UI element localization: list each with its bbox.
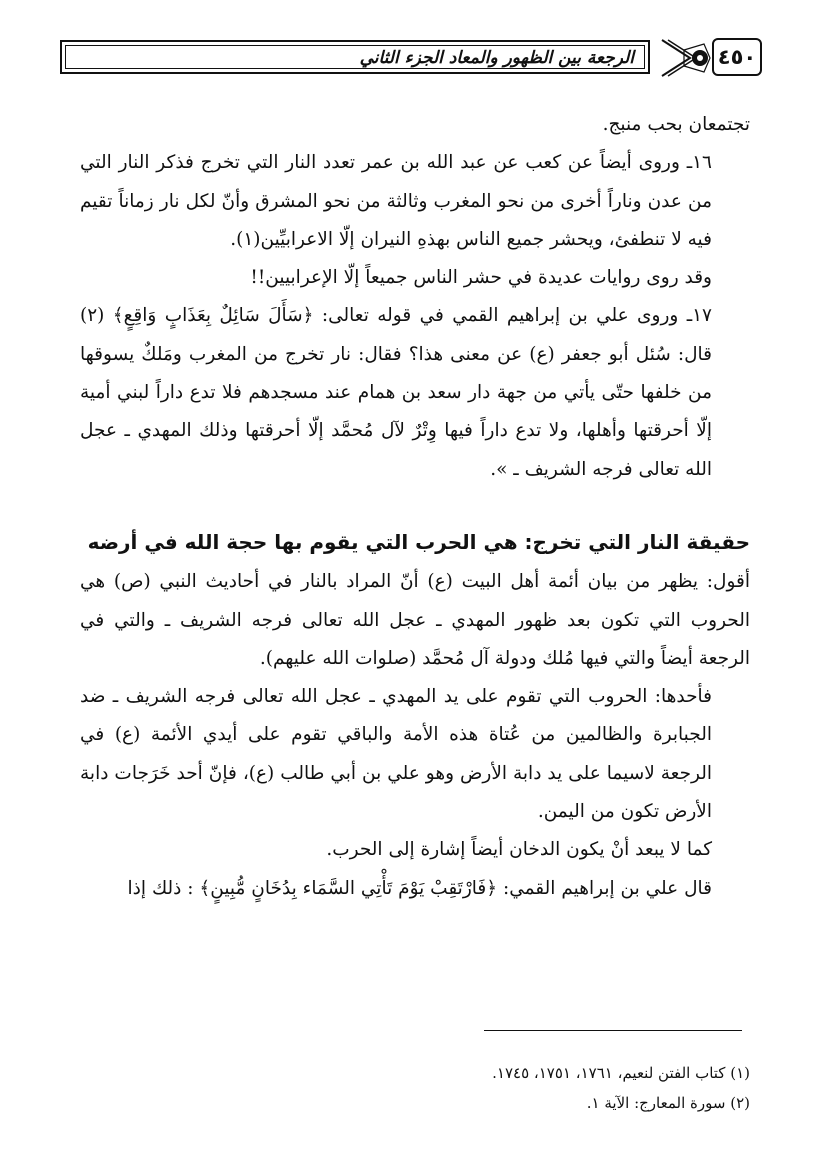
paragraph: ١٧ـ وروى علي بن إبراهيم القمي في قوله تعالى: ﴿سَأَلَ سَائِلٌ بِعَذَابٍ وَاقِعٍ﴾ (٢) قال: سُئل أبو جعفر (ع) عن معنى هذا؟ فقال: نار تخرج من المغرب ومَلكٌ يسوقها من خلفها حتّى يأتي من جهة دار سعد بن همام عند مسجدهم فلا تدع داراً لبني أمية إلّا أحرقتها وأهلها، ولا تدع داراً فيها وِتْرٌ لآل مُحمَّد إلّا أحرقتها وذلك المهدي ـ عجل الله تعالى فرجه الشريف ـ ». — [80, 305, 712, 480]
footnote: (٢) سورة المعارج: الآية ١. — [586, 1094, 750, 1112]
running-title: الرجعة بين الظهور والمعاد الجزء الثاني — [359, 48, 634, 68]
paragraph: أقول: يظهر من بيان أئمة أهل البيت (ع) أنّ المراد بالنار في أحاديث النبي (ص) هي الحروب التي تكون بعد ظهور المهدي ـ عجل الله تعالى فرجه الشريف ـ والتي في الرجعة أيضاً والتي فيها مُلك ودولة آل مُحمَّد (صلوات الله عليهم). — [80, 571, 750, 669]
paragraph: قال علي بن إبراهيم القمي: ﴿فَارْتَقِبْ يَوْمَ تَأْتِي السَّمَاء بِدُخَانٍ مُّبِينٍ﴾ : ذلك إذا — [127, 877, 712, 899]
footnote-divider — [484, 1030, 742, 1031]
body-text — [80, 106, 750, 908]
footnotes — [80, 1058, 750, 1118]
page-header — [60, 36, 760, 80]
paragraph: كما لا يبعد أنْ يكون الدخان أيضاً إشارة إلى الحرب. — [326, 839, 712, 861]
footnote: (١) كتاب الفتن لنعيم، ١٧٦١، ١٧٥١، ١٧٤٥. — [492, 1064, 750, 1082]
header-frame — [60, 40, 650, 74]
section-heading: حقيقة النار التي تخرج: هي الحرب التي يقوم بها حجة الله في أرضه — [87, 529, 750, 554]
paragraph: وقد روى روايات عديدة في حشر الناس جميعاً إلّا الإعرابيين!! — [250, 267, 712, 289]
paragraph: ١٦ـ وروى أيضاً عن كعب عن عبد الله بن عمر تعدد النار التي تخرج فذكر النار التي من عدن وناراً أخرى من نحو المغرب وثالثة من نحو المشرق وأنّ لكل نار زماناً تقيم فيه لا تنطفئ، ويحشر جميع الناس بهذهِ النيران إلّا الاعرابيِّين(١). — [80, 152, 712, 250]
page-number: ٤٥٠ — [712, 38, 762, 76]
ornament-icon — [660, 36, 714, 80]
paragraph: فأحدها: الحروب التي تقوم على يد المهدي ـ عجل الله تعالى فرجه الشريف ـ ضد الجبابرة والظالمين من عُتاة هذه الأمة والباقي تقوم على أيدي الأئمة (ع) في الرجعة لاسيما على يد دابة الأرض وهو علي بن أبي طالب (ع)، فإنّ أحد خَرَجات دابة الأرض تكون من اليمن. — [80, 686, 712, 823]
paragraph: تجتمعان بحب منبج. — [602, 114, 750, 135]
